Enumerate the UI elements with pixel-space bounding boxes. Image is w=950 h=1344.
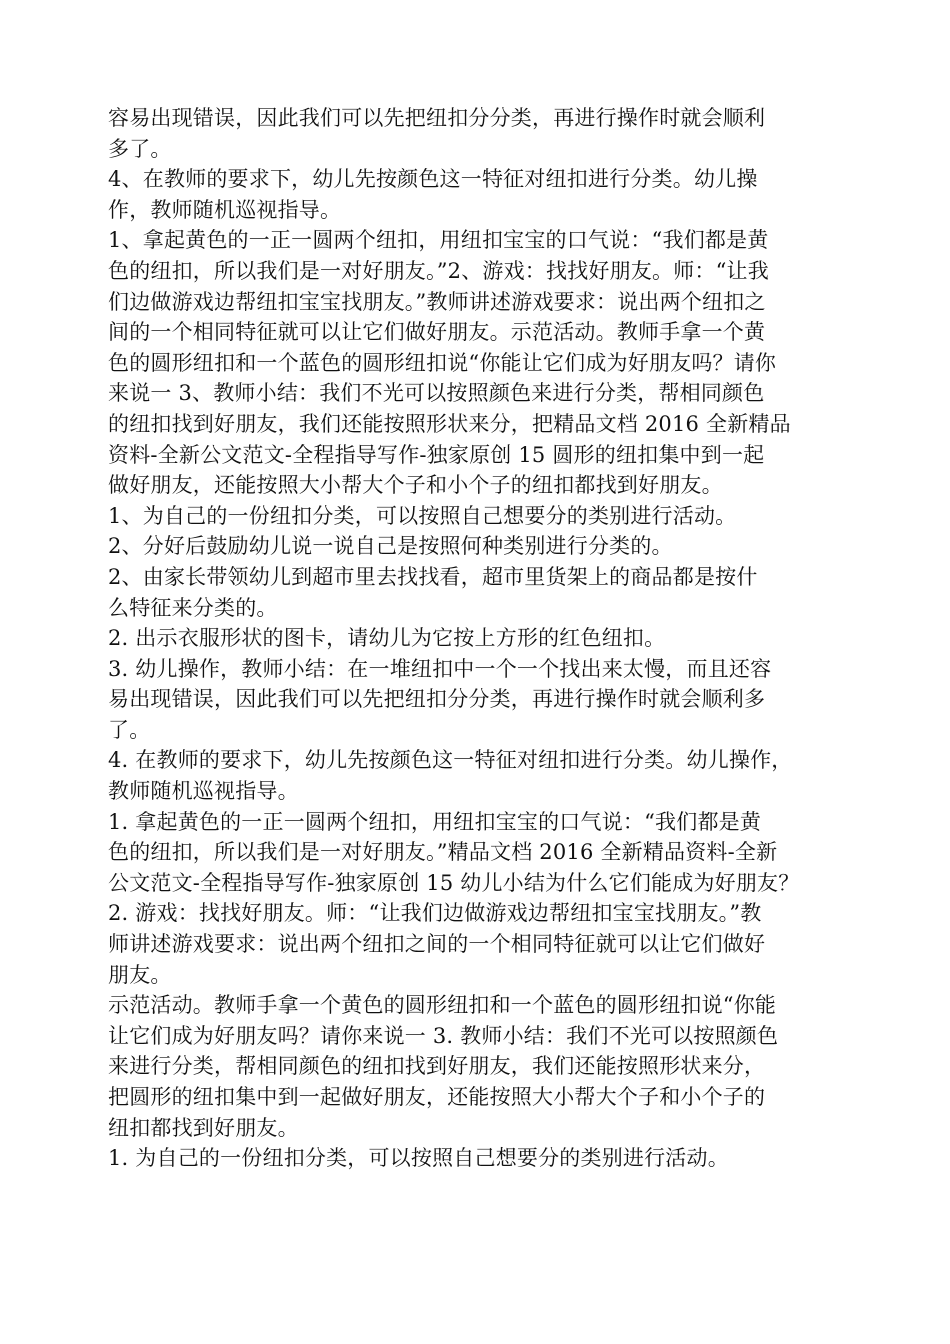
text-line: 的纽扣找到好朋友，我们还能按照形状来分，把精品文档 2016 全新精品: [108, 411, 791, 436]
text-line: 1、为自己的一份纽扣分类，可以按照自己想要分的类别进行活动。: [108, 503, 737, 528]
text-line: 师讲述游戏要求：说出两个纽扣之间的一个相同特征就可以让它们做好: [108, 932, 766, 957]
text-line: 朋友。: [108, 962, 172, 987]
text-line: 多了。: [108, 136, 172, 161]
text-line: 教师随机巡视指导。: [108, 779, 299, 804]
text-line: 了。: [108, 717, 151, 742]
text-line: 来说一 3、教师小结：我们不光可以按照颜色来进行分类，帮相同颜色: [108, 381, 765, 406]
text-line: 示范活动。教师手拿一个黄色的圆形纽扣和一个蓝色的圆形纽扣说“你能: [108, 993, 777, 1018]
text-line: 资料-全新公文范文-全程指导写作-独家原创 15 圆形的纽扣集中到一起: [108, 442, 765, 467]
text-line: 色的纽扣，所以我们是一对好朋友。”精品文档 2016 全新精品资料-全新: [108, 840, 778, 865]
text-line: 4、在教师的要求下，幼儿先按颜色这一特征对纽扣进行分类。幼儿操: [108, 167, 758, 192]
text-line: 2. 游戏：找找好朋友。师：“让我们边做游戏边帮纽扣宝宝找朋友。”教: [108, 901, 762, 926]
text-line: 么特征来分类的。: [108, 595, 278, 620]
text-line: 4. 在教师的要求下，幼儿先按颜色这一特征对纽扣进行分类。幼儿操作，: [108, 748, 793, 773]
text-line: 色的圆形纽扣和一个蓝色的圆形纽扣说“你能让它们成为好朋友吗？请你: [108, 350, 777, 375]
text-line: 1. 拿起黄色的一正一圆两个纽扣，用纽扣宝宝的口气说：“我们都是黄: [108, 809, 762, 834]
text-line: 色的纽扣，所以我们是一对好朋友。”2、游戏：找找好朋友。师：“让我: [108, 258, 769, 283]
text-line: 容易出现错误，因此我们可以先把纽扣分分类，再进行操作时就会顺利: [108, 106, 766, 130]
document-body: [108, 103, 848, 1174]
text-line: 间的一个相同特征就可以让它们做好朋友。示范活动。教师手拿一个黄: [108, 320, 766, 345]
text-line: 把圆形的纽扣集中到一起做好朋友，还能按照大小帮大个子和小个子的: [108, 1085, 766, 1109]
text-line: 3. 幼儿操作，教师小结：在一堆纽扣中一个一个找出来太慢，而且还容: [108, 656, 772, 681]
text-line: 2. 出示衣服形状的图卡，请幼儿为它按上方形的红色纽扣。: [108, 626, 666, 651]
text-line: 2、由家长带领幼儿到超市里去找找看，超市里货架上的商品都是按什: [108, 564, 758, 589]
text-line: 们边做游戏边帮纽扣宝宝找朋友。”教师讲述游戏要求：说出两个纽扣之: [108, 289, 766, 314]
text-line: 2、分好后鼓励幼儿说一说自己是按照何种类别进行分类的。: [108, 534, 673, 559]
text-line: 公文范文-全程指导写作-独家原创 15 幼儿小结为什么它们能成为好朋友？: [108, 870, 800, 895]
text-line: 来进行分类，帮相同颜色的纽扣找到好朋友，我们还能按照形状来分，: [108, 1054, 766, 1079]
text-line: 1. 为自己的一份纽扣分类，可以按照自己想要分的类别进行活动。: [108, 1146, 729, 1171]
text-line: 让它们成为好朋友吗？请你来说一 3. 教师小结：我们不光可以按照颜色: [108, 1023, 779, 1048]
text-line: 易出现错误，因此我们可以先把纽扣分分类，再进行操作时就会顺利多: [108, 687, 766, 712]
text-line: 1、拿起黄色的一正一圆两个纽扣，用纽扣宝宝的口气说：“我们都是黄: [108, 228, 769, 253]
text-line: 纽扣都找到好朋友。: [108, 1115, 299, 1140]
text-line: 作，教师随机巡视指导。: [108, 197, 342, 222]
text-line: 做好朋友，还能按照大小帮大个子和小个子的纽扣都找到好朋友。: [108, 473, 723, 498]
